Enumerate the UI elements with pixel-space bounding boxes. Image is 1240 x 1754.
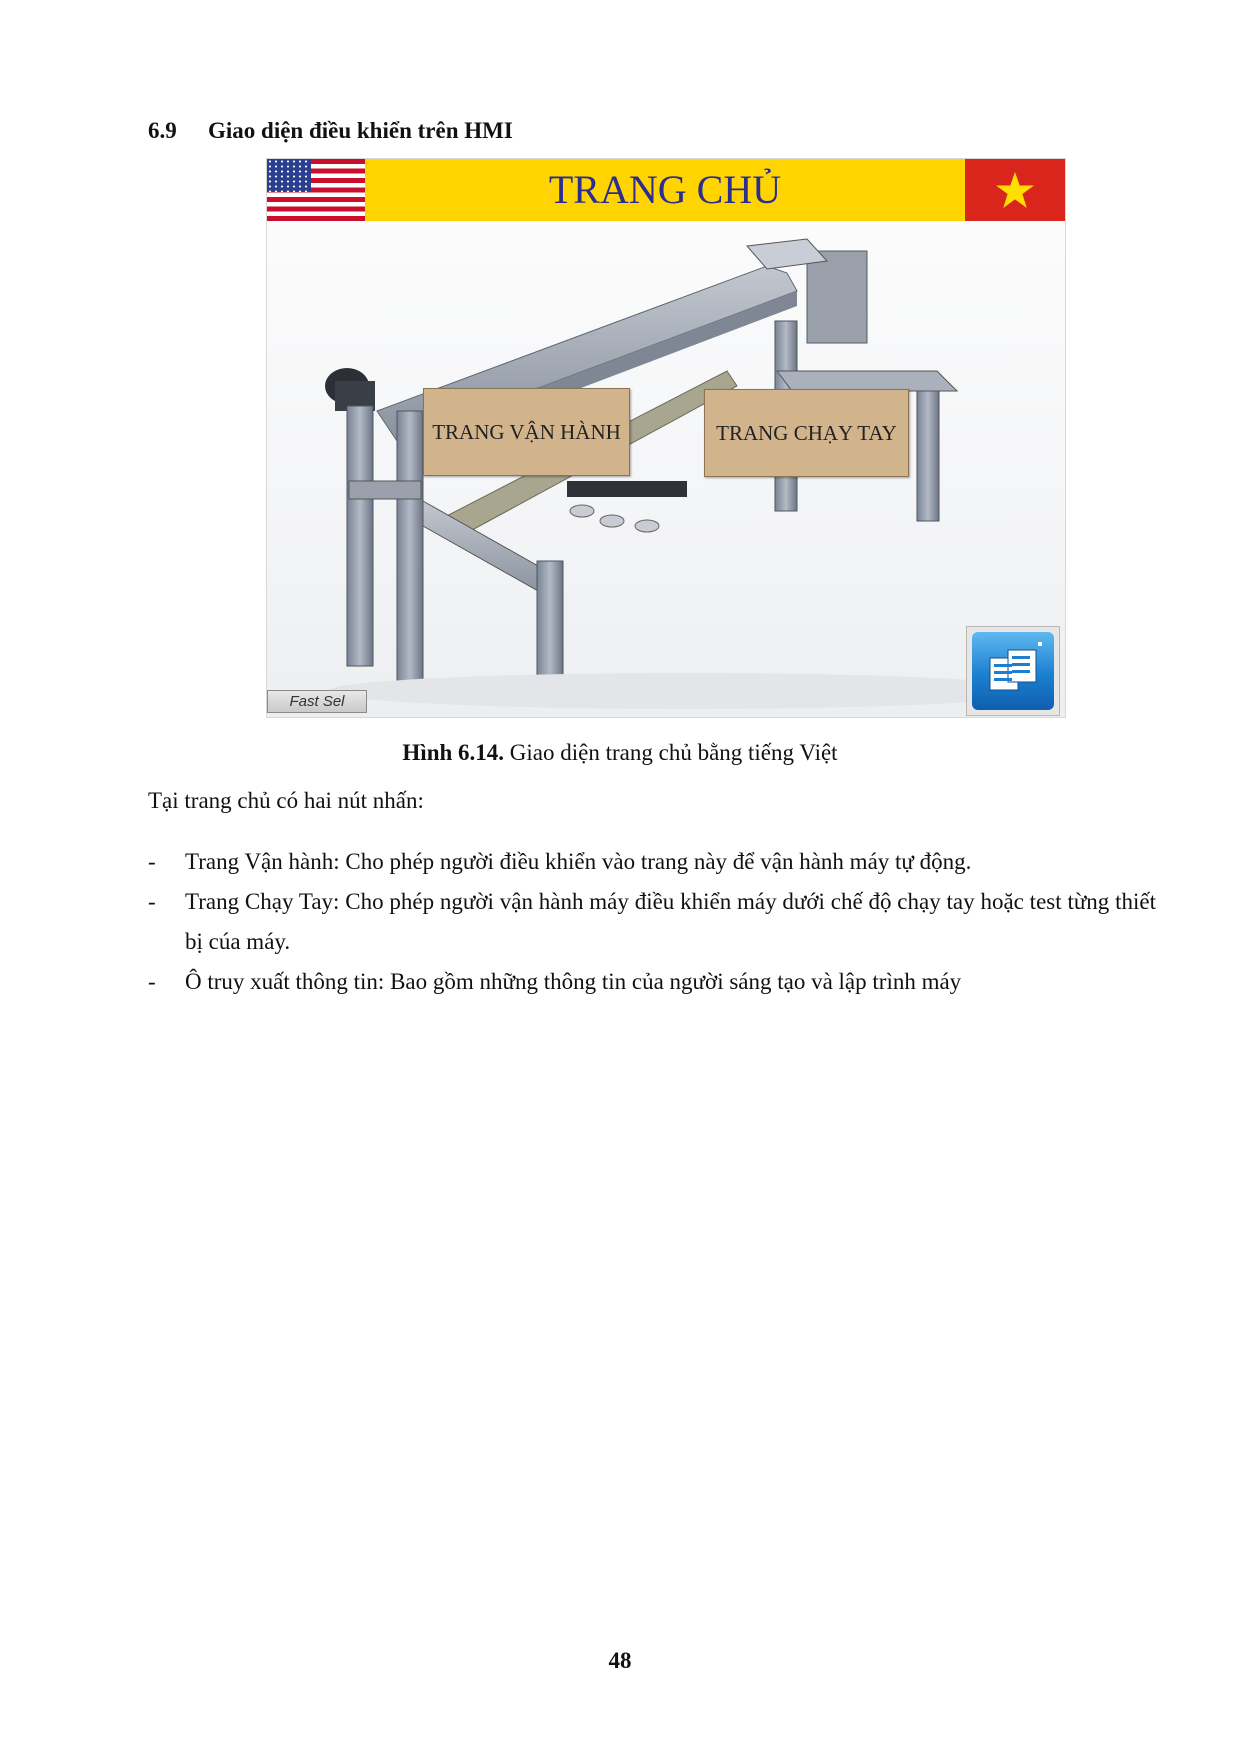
van-hanh-button[interactable]: TRANG VẬN HÀNH	[423, 388, 630, 476]
bullet-text: Trang Vận hành: Cho phép người điều khiển vào trang này để vận hành máy tự động.	[185, 849, 972, 874]
section-title: Giao diện điều khiển trên HMI	[208, 118, 513, 143]
info-button[interactable]	[966, 626, 1060, 716]
vietnam-flag-icon[interactable]	[965, 159, 1065, 221]
bullet-dash: -	[148, 969, 156, 994]
machine-illustration	[267, 221, 1065, 717]
caption-text: Giao diện trang chủ bằng tiếng Việt	[504, 740, 838, 765]
list-item	[148, 962, 1156, 1002]
bullet-list	[148, 842, 1156, 1002]
bullet-dash: -	[148, 849, 156, 874]
us-flag-canton	[267, 159, 311, 192]
chay-tay-button[interactable]: TRANG CHẠY TAY	[704, 389, 909, 477]
list-item	[148, 882, 1156, 962]
hmi-screen	[266, 158, 1066, 718]
bullet-text: Trang Chạy Tay: Cho phép người vận hành máy điều khiển máy dưới chế độ chạy tay hoặc test từng thiết bị cúa máy.	[185, 889, 1156, 954]
info-button-face	[972, 632, 1054, 710]
document-info-icon	[972, 632, 1054, 710]
bullet-dash: -	[148, 889, 156, 914]
star-icon	[995, 170, 1035, 210]
us-flag-icon[interactable]	[267, 159, 365, 221]
list-item	[148, 842, 1156, 882]
section-heading	[148, 118, 513, 144]
caption-label: Hình 6.14.	[402, 740, 505, 765]
figure-caption	[0, 740, 1240, 766]
intro-paragraph: Tại trang chủ có hai nút nhấn:	[148, 788, 424, 813]
hmi-title: TRANG CHỦ	[548, 167, 782, 212]
page-number: 48	[608, 1648, 632, 1673]
bullet-text: Ô truy xuất thông tin: Bao gồm những thông tin của người sáng tạo và lập trình máy	[185, 969, 962, 994]
section-number: 6.9	[148, 118, 177, 143]
hmi-header	[267, 159, 1065, 221]
fast-sel-button[interactable]: Fast Sel	[267, 690, 367, 713]
